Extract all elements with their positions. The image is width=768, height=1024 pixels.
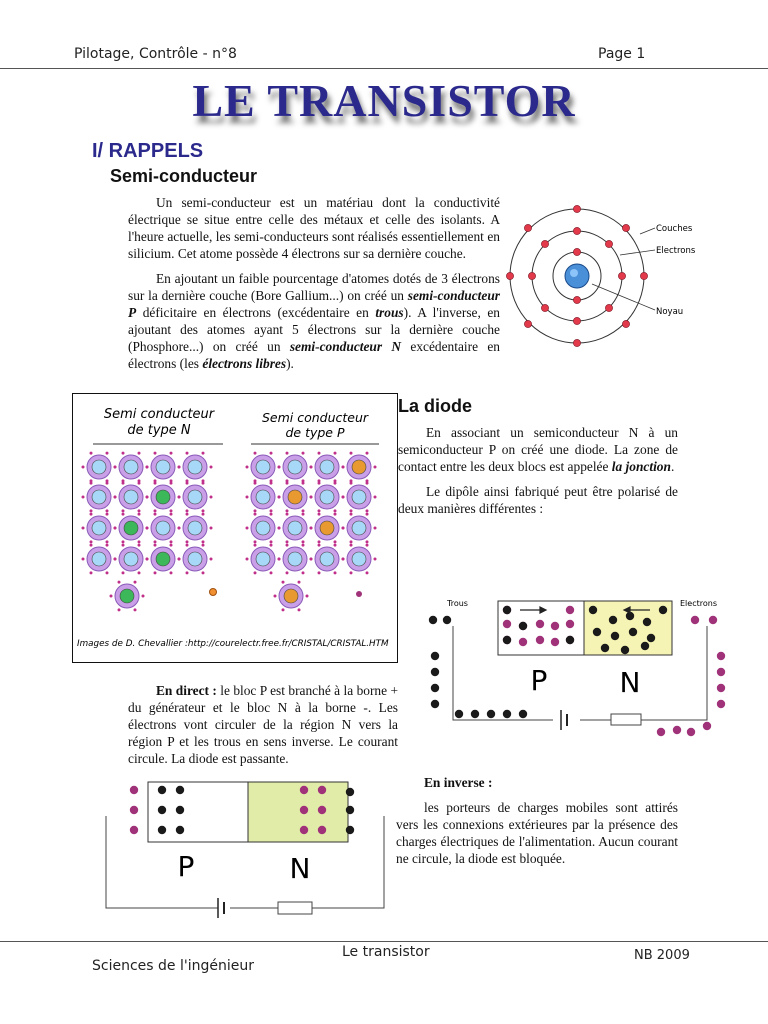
fig2-electron <box>158 826 166 834</box>
diode-direct-figure <box>425 596 735 742</box>
lattice-atom-p <box>278 482 313 513</box>
fig1-resistor <box>611 714 641 725</box>
fig1-hole <box>551 638 559 646</box>
fig2-electron <box>346 788 354 796</box>
lattice-atom-n <box>146 513 181 544</box>
fig1-electron <box>503 636 511 644</box>
fig1-electron <box>601 644 609 652</box>
lattice-atom-p <box>310 544 345 575</box>
lattice-atom-p <box>246 544 281 575</box>
footer-right: NB 2009 <box>634 948 690 963</box>
fig2-hole <box>130 786 138 794</box>
lattice-title-p-line1: Semi conducteur <box>261 410 369 425</box>
lattice-atom-p <box>342 513 377 544</box>
fig1-hole <box>566 606 574 614</box>
fig2-electron <box>176 806 184 814</box>
fig1-hole <box>536 636 544 644</box>
fig1-hole <box>717 668 725 676</box>
lattice-atom-n <box>146 452 181 483</box>
fig1-electron <box>519 622 527 630</box>
fig1-hole <box>691 616 699 624</box>
fig1-hole <box>673 726 681 734</box>
fig2-hole <box>318 826 326 834</box>
fig1-electron <box>611 632 619 640</box>
fig1-label-electrons: Electrons <box>680 599 717 608</box>
fig1-electron <box>431 668 439 676</box>
lattice-atom-p <box>342 452 377 483</box>
fig1-hole <box>709 616 717 624</box>
lattice-figure <box>72 393 398 663</box>
fig1-electron <box>431 700 439 708</box>
lattice-atom-n <box>146 482 181 513</box>
label-couches: Couches <box>656 224 693 234</box>
footer-rule <box>0 941 768 942</box>
lattice-atom-n <box>178 482 213 513</box>
fig1-label-trous: Trous <box>447 599 468 608</box>
direct-paragraph: En direct : le bloc P est branché à la borne + du générateur et le bloc N à la borne -. Les électrons vont circuler de la région N vers la région P et les trous en sens inverse. Le courant circule. La diode est passante. <box>128 683 399 766</box>
fig1-label-n: N <box>619 666 641 699</box>
fig1-electron <box>643 618 651 626</box>
fig1-hole <box>703 722 711 730</box>
fig2-label-p: P <box>177 850 195 883</box>
fig1-electron <box>443 616 451 624</box>
section-heading: I/ RAPPELS <box>92 140 204 162</box>
label-electrons: Electrons <box>656 246 696 256</box>
lattice-atom-n <box>114 513 149 544</box>
lattice-atom-n <box>114 544 149 575</box>
lattice-svg <box>73 394 397 662</box>
footer-center: Le transistor <box>342 944 430 960</box>
lattice-atom-p <box>342 544 377 575</box>
fig1-hole <box>536 620 544 628</box>
lattice-atom-p <box>310 482 345 513</box>
legend-atom-accepteur <box>274 581 309 612</box>
lattice-atom-n <box>82 513 117 544</box>
direct-text <box>128 682 398 775</box>
fig2-hole <box>318 786 326 794</box>
lattice-atom-p <box>278 452 313 483</box>
inverse-label: En inverse : <box>424 775 493 790</box>
atom-diagram <box>500 200 710 350</box>
semi-paragraph-1: Un semi-conducteur est un matériau dont la conductivité électrique se situe entre celle des métaux et celle des isolants. A l'heure actuelle, les semi-conducteurs sont réalisés essentiellement en silicium. Cet atome possède 4 électrons sur sa dernière couche. <box>128 195 500 261</box>
lattice-atom-p <box>342 482 377 513</box>
lattice-atom-n <box>82 452 117 483</box>
lattice-atom-n <box>178 544 213 575</box>
lattice-atom-n <box>82 544 117 575</box>
fig2-electron <box>158 806 166 814</box>
lattice-title-n-line1: Semi conducteur <box>103 407 215 422</box>
lattice-atom-n <box>178 513 213 544</box>
nucleus <box>565 264 589 288</box>
fig1-electron <box>629 628 637 636</box>
fig1-electron <box>641 642 649 650</box>
fig2-label-n: N <box>289 852 311 885</box>
diode-paragraph-2: Le dipôle ainsi fabriqué peut être polarisé de deux manières différentes : <box>398 484 678 516</box>
fig2-resistor <box>278 902 312 914</box>
lattice-atom-n <box>114 452 149 483</box>
fig1-electron <box>659 606 667 614</box>
fig1-electron <box>609 616 617 624</box>
fig1-hole <box>687 728 695 736</box>
lattice-atom-n <box>114 482 149 513</box>
fig1-electron <box>621 646 629 654</box>
lattice-atom-n <box>178 452 213 483</box>
lattice-atom-p <box>278 513 313 544</box>
fig2-electron <box>158 786 166 794</box>
fig1-hole <box>566 620 574 628</box>
fig1-electron <box>519 710 527 718</box>
footer-left: Sciences de l'ingénieur <box>92 958 254 974</box>
diode-reverse-figure <box>100 776 400 922</box>
legend-atom-donneur <box>110 581 145 612</box>
direct-label: En direct : <box>156 683 217 698</box>
diode-paragraph-1: En associant un semiconducteur N à un semiconducteur P on créé une diode. La zone de contact entre les deux blocs est appelée la jonction. <box>398 425 678 474</box>
fig1-hole <box>519 638 527 646</box>
fig2-hole <box>300 806 308 814</box>
fig2-hole <box>300 786 308 794</box>
fig2-hole <box>318 806 326 814</box>
fig2-hole <box>130 806 138 814</box>
fig1-electron <box>471 710 479 718</box>
lattice-atom-n <box>146 544 181 575</box>
lattice-atom-p <box>246 452 281 483</box>
subheading-diode: La diode <box>398 396 473 416</box>
header-rule <box>0 68 768 69</box>
lattice-title-n-line2: de type N <box>127 423 191 438</box>
fig2-electron <box>176 826 184 834</box>
fig2-hole <box>130 826 138 834</box>
legend-electron-libre <box>210 589 217 596</box>
lattice-atom-n <box>82 482 117 513</box>
fig1-electron <box>647 634 655 642</box>
fig1-hole <box>657 728 665 736</box>
label-noyau: Noyau <box>656 307 684 317</box>
fig2-n-block <box>248 782 348 842</box>
legend-trou <box>356 591 362 597</box>
page-title: LE TRANSISTOR <box>192 75 576 126</box>
lattice-title-p-line2: de type P <box>285 425 345 440</box>
fig1-electron <box>593 628 601 636</box>
lattice-atom-p <box>310 452 345 483</box>
fig1-electron <box>566 636 574 644</box>
fig1-electron <box>431 652 439 660</box>
fig1-electron <box>455 710 463 718</box>
fig1-electron <box>503 710 511 718</box>
fig2-electron <box>346 826 354 834</box>
lattice-atom-p <box>246 513 281 544</box>
fig1-electron <box>431 684 439 692</box>
fig1-hole <box>717 684 725 692</box>
fig1-electron <box>429 616 437 624</box>
fig1-electron <box>503 606 511 614</box>
lattice-credit: Images de D. Chevallier :http://courelectr.free.fr/CRISTAL/CRISTAL.HTM <box>77 639 389 649</box>
lattice-atom-p <box>278 544 313 575</box>
semi-text <box>128 194 500 380</box>
diode-text <box>398 424 678 525</box>
fig1-electron <box>589 606 597 614</box>
page-number: Page 1 <box>598 46 646 62</box>
fig1-hole <box>503 620 511 628</box>
inverse-text <box>396 774 678 875</box>
fig1-electron <box>487 710 495 718</box>
fig1-hole <box>551 622 559 630</box>
inverse-paragraph: les porteurs de charges mobiles sont attirés vers les connexions extérieures par la présence des charges électriques de l'alimentation. Aucun courant ne circule, la diode est bloquée. <box>396 800 678 866</box>
semi-paragraph-2: En ajoutant un faible pourcentage d'atomes dotés de 3 électrons sur la dernière couche (Bore Gallium...) on créé un semi-conducteur P déficitaire en électrons (excédentaire en trous). A l'inverse, en ajoutant des atomes ayant 5 électrons sur la dernière couche (Phosphore...) on créé un semi-conducteur N excédentaire en électrons (les électrons libres). <box>128 271 500 371</box>
fig1-label-p: P <box>530 664 548 697</box>
fig2-electron <box>346 806 354 814</box>
header-left: Pilotage, Contrôle - n°8 <box>74 46 237 62</box>
lattice-atom-p <box>246 482 281 513</box>
fig1-hole <box>717 652 725 660</box>
fig1-hole <box>717 700 725 708</box>
fig2-electron <box>176 786 184 794</box>
fig2-hole <box>300 826 308 834</box>
subheading-semiconducteur: Semi-conducteur <box>110 166 258 186</box>
lattice-atom-p <box>310 513 345 544</box>
